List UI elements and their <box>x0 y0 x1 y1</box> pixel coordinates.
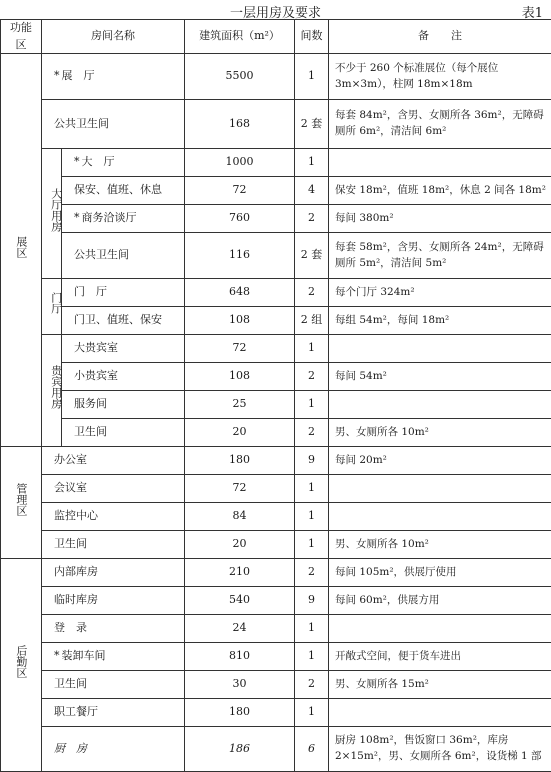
table-row <box>1 503 551 531</box>
zone-management: 管理区 <box>1 447 42 559</box>
room-name: 卫生间 <box>42 671 185 699</box>
room-name: 职工餐厅 <box>42 699 185 727</box>
room-count: 1 <box>295 149 329 177</box>
room-note <box>329 503 551 531</box>
room-count: 9 <box>295 447 329 475</box>
room-count: 1 <box>295 335 329 363</box>
col-header-room: 房间名称 <box>42 20 185 54</box>
room-name: 公共卫生间 <box>42 100 185 149</box>
room-name: 卫生间 <box>62 419 185 447</box>
room-count: 2 <box>295 671 329 699</box>
room-area: 210 <box>185 559 295 587</box>
room-name: * 展 厅 <box>42 54 185 100</box>
room-name: 内部库房 <box>42 559 185 587</box>
room-area: 760 <box>185 205 295 233</box>
room-note <box>329 475 551 503</box>
table-number: 表1 <box>522 2 543 21</box>
room-count: 2 套 <box>295 100 329 149</box>
room-area: 810 <box>185 643 295 671</box>
room-area: 168 <box>185 100 295 149</box>
room-note <box>329 335 551 363</box>
room-name: 保安、值班、休息 <box>62 177 185 205</box>
table-row <box>1 363 551 391</box>
room-count: 1 <box>295 615 329 643</box>
room-note: 每间 60m²，供展方用 <box>329 587 551 615</box>
room-area: 186 <box>185 727 295 772</box>
room-name: * 商务洽谈厅 <box>62 205 185 233</box>
room-area: 24 <box>185 615 295 643</box>
group-vip: 贵宾用房 <box>42 335 62 447</box>
room-name: 小贵宾室 <box>62 363 185 391</box>
room-name: * 装卸车间 <box>42 643 185 671</box>
room-count: 9 <box>295 587 329 615</box>
col-header-note: 备 注 <box>329 20 551 54</box>
table-row <box>1 335 551 363</box>
room-count: 1 <box>295 503 329 531</box>
table-row <box>1 149 551 177</box>
room-name: 办公室 <box>42 447 185 475</box>
table-row <box>1 279 551 307</box>
table-row <box>1 100 551 149</box>
zone-exhibit: 展区 <box>1 54 42 447</box>
room-note: 厨房 108m²，售饭窗口 36m²，库房 2×15m²，男、女厕所各 6m²，设货梯 1 部 <box>329 727 551 772</box>
room-count: 2 <box>295 363 329 391</box>
room-name: 登 录 <box>42 615 185 643</box>
room-count: 1 <box>295 391 329 419</box>
group-gate: 门厅 <box>42 279 62 335</box>
room-name: 公共卫生间 <box>62 233 185 279</box>
room-count: 2 <box>295 559 329 587</box>
room-area: 648 <box>185 279 295 307</box>
table-row <box>1 727 551 772</box>
table-row <box>1 233 551 279</box>
table-row <box>1 391 551 419</box>
table-row <box>1 307 551 335</box>
col-header-count: 间数 <box>295 20 329 54</box>
room-area: 180 <box>185 699 295 727</box>
room-note: 不少于 260 个标准展位（每个展位 3m×3m），柱网 18m×18m <box>329 54 551 100</box>
room-name: * 大 厅 <box>62 149 185 177</box>
room-area: 20 <box>185 531 295 559</box>
zone-logistics: 后勤区 <box>1 559 42 772</box>
room-area: 72 <box>185 177 295 205</box>
table-row <box>1 419 551 447</box>
table-row <box>1 587 551 615</box>
room-name: 门卫、值班、保安 <box>62 307 185 335</box>
table-row <box>1 699 551 727</box>
room-note: 每个门厅 324m² <box>329 279 551 307</box>
room-note: 每间 20m² <box>329 447 551 475</box>
room-name: 服务间 <box>62 391 185 419</box>
room-count: 1 <box>295 54 329 100</box>
room-note: 开敞式空间，便于货车进出 <box>329 643 551 671</box>
room-name: 会议室 <box>42 475 185 503</box>
room-area: 84 <box>185 503 295 531</box>
room-area: 116 <box>185 233 295 279</box>
room-area: 72 <box>185 335 295 363</box>
room-note <box>329 699 551 727</box>
room-name: 大贵宾室 <box>62 335 185 363</box>
table-row <box>1 531 551 559</box>
room-count: 2 套 <box>295 233 329 279</box>
table-row <box>1 615 551 643</box>
col-header-zone: 功能区 <box>1 20 42 54</box>
table-row <box>1 643 551 671</box>
room-area: 1000 <box>185 149 295 177</box>
room-area: 108 <box>185 363 295 391</box>
group-hall: 大厅用房 <box>42 149 62 279</box>
table-row <box>1 559 551 587</box>
room-note <box>329 391 551 419</box>
room-note <box>329 615 551 643</box>
room-area: 30 <box>185 671 295 699</box>
room-count: 2 组 <box>295 307 329 335</box>
room-count: 4 <box>295 177 329 205</box>
table-header <box>0 0 551 19</box>
room-name: 卫生间 <box>42 531 185 559</box>
room-note: 男、女厕所各 10m² <box>329 419 551 447</box>
room-note: 保安 18m²，值班 18m²，休息 2 间各 18m² <box>329 177 551 205</box>
room-note: 男、女厕所各 10m² <box>329 531 551 559</box>
room-note: 每套 58m²，含男、女厕所各 24m²，无障碍厕所 5m²，清洁间 5m² <box>329 233 551 279</box>
room-note: 每间 105m²，供展厅使用 <box>329 559 551 587</box>
room-count: 2 <box>295 279 329 307</box>
room-area: 25 <box>185 391 295 419</box>
table-row <box>1 475 551 503</box>
header-row <box>1 20 551 54</box>
room-name: 厨 房 <box>42 727 185 772</box>
table-row <box>1 447 551 475</box>
room-requirements-table <box>0 19 551 772</box>
room-name: 临时库房 <box>42 587 185 615</box>
room-area: 108 <box>185 307 295 335</box>
room-note: 每间 54m² <box>329 363 551 391</box>
room-area: 180 <box>185 447 295 475</box>
table-row <box>1 54 551 100</box>
room-area: 5500 <box>185 54 295 100</box>
room-area: 20 <box>185 419 295 447</box>
table-row <box>1 671 551 699</box>
room-area: 72 <box>185 475 295 503</box>
room-name: 监控中心 <box>42 503 185 531</box>
room-note: 男、女厕所各 15m² <box>329 671 551 699</box>
room-area: 540 <box>185 587 295 615</box>
room-count: 1 <box>295 699 329 727</box>
room-count: 6 <box>295 727 329 772</box>
table-row <box>1 177 551 205</box>
room-count: 1 <box>295 531 329 559</box>
room-count: 1 <box>295 475 329 503</box>
table-row <box>1 205 551 233</box>
room-name: 门 厅 <box>62 279 185 307</box>
room-count: 2 <box>295 205 329 233</box>
room-note <box>329 149 551 177</box>
room-note: 每组 54m²，每间 18m² <box>329 307 551 335</box>
room-note: 每间 380m² <box>329 205 551 233</box>
table-title: 一层用房及要求 <box>0 2 551 21</box>
room-count: 1 <box>295 643 329 671</box>
room-note: 每套 84m²，含男、女厕所各 36m²，无障碍厕所 6m²，清洁间 6m² <box>329 100 551 149</box>
room-count: 2 <box>295 419 329 447</box>
col-header-area: 建筑面积（m²） <box>185 20 295 54</box>
